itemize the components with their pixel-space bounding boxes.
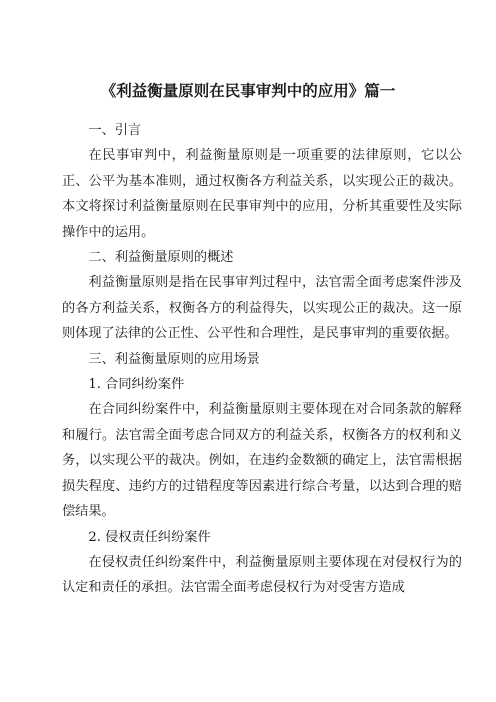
section-heading-overview: 二、利益衡量原则的概述: [88, 250, 234, 266]
paragraph-introduction: 在民事审判中，利益衡量原则是一项重要的法律原则，它以公正、公平为基本准则，通过权衡各方利益关系，以实现公正的裁决。本文将探讨利益衡量原则在民事审判中的应用，分析其重要性及实际操作中的运用。: [62, 148, 462, 240]
document-title: 《利益衡量原则在民事审判中的应用》篇一: [100, 82, 396, 100]
paragraph-overview: 利益衡量原则是指在民事审判过程中，法官需全面考虑案件涉及的各方利益关系，权衡各方的利益得失，以实现公正的裁决。这一原则体现了法律的公正性、公平性和合理性，是民事审判的重要依据。: [62, 275, 462, 342]
document-body: [62, 118, 462, 601]
paragraph-tort-disputes: 在侵权责任纠纷案件中，利益衡量原则主要体现在对侵权行为的认定和责任的承担。法官需全面考虑侵权行为对受害方造成: [62, 554, 462, 596]
paragraph-contract-disputes: 在合同纠纷案件中，利益衡量原则主要体现在对合同条款的解释和履行。法官需全面考虑合同双方的利益关系，权衡各方的权利和义务，以实现公平的裁决。例如，在违约金数额的确定上，法官需根据损失程度、违约方的过错程度等因素进行综合考量，以达到合理的赔偿结果。: [62, 402, 462, 520]
section-heading-application-scenarios: 三、利益衡量原则的应用场景: [88, 351, 260, 367]
subheading-contract-disputes: 1. 合同纠纷案件: [88, 377, 185, 393]
section-heading-introduction: 一、引言: [88, 123, 142, 138]
subheading-tort-disputes: 2. 侵权责任纠纷案件: [88, 529, 211, 545]
